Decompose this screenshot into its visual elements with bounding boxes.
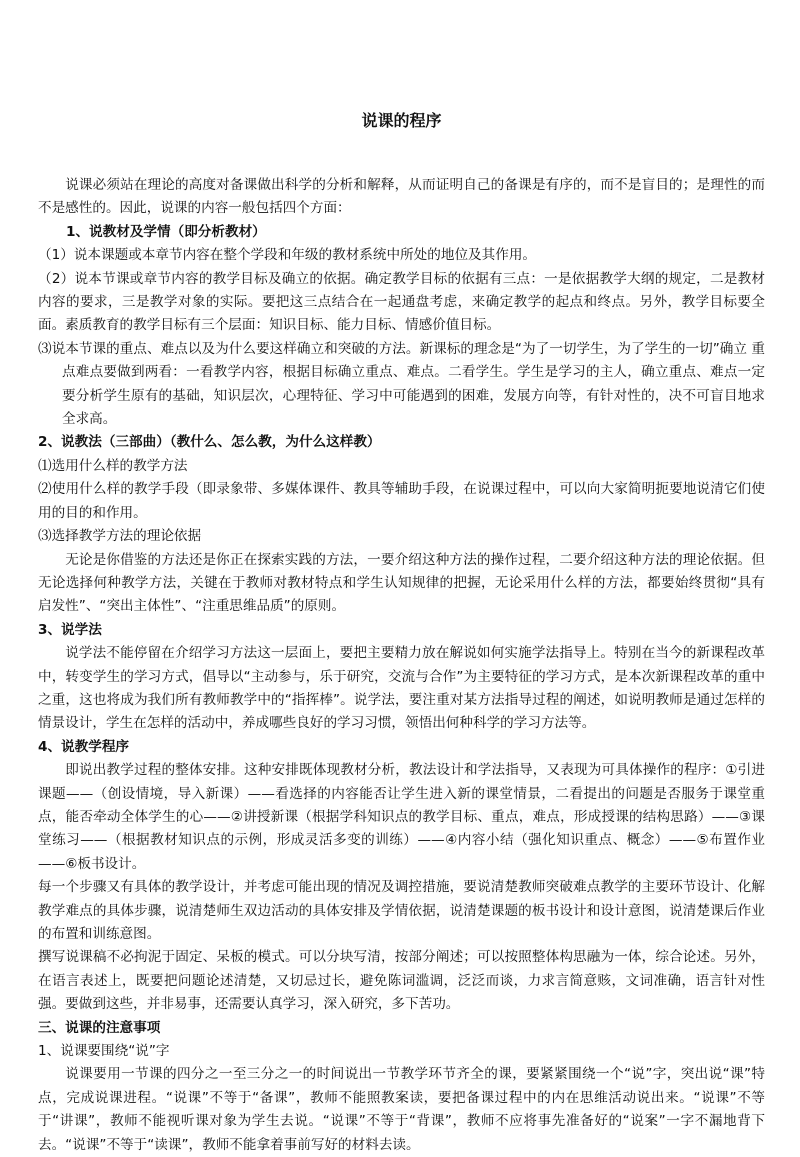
intro-paragraph: 说课必须站在理论的高度对备课做出科学的分析和解释，从而证明自己的备课是有序的，而不是盲目的；是理性的而不是感性的。因此，说课的内容一般包括四个方面： <box>38 177 765 217</box>
section-heading-3: 3、说学法 <box>38 621 102 638</box>
section-heading-1: 1、说教材及学情（即分析教材） <box>66 223 266 240</box>
list-item: ⑵使用什么样的教学手段（即录象带、多媒体课件、教具等辅助手段，在说课过程中，可以向大家简明扼要地说清它们使用的目的和作用。 <box>38 481 765 521</box>
section-heading-4: 4、说教学程序 <box>38 738 130 755</box>
list-item: （2）说本节课或章节内容的教学目标及确立的依据。确定教学目标的依据有三点：一是依据教学大纲的规定，二是教材内容的要求，三是教学对象的实际。要把这三点结合在一起通盘考虑，来确定教学的起点和终点。另外，教学目标要全面。素质教育的教学目标有三个层面：知识目标、能力目标、情感价值目标。 <box>38 270 765 334</box>
body-paragraph: 每一个步骤又有具体的教学设计，并考虑可能出现的情况及调控措施，要说清楚教师突破难点教学的主要环节设计、化解教学难点的具体步骤，说清楚师生双边活动的具体安排及学情依据，说清楚课题的板书设计和设计意图，说清楚课后作业的布置和训练意图。 <box>38 879 765 942</box>
body-paragraph: 说学法不能停留在介绍学习方法这一层面上，要把主要精力放在解说如何实施学法指导上。特别在当今的新课程改革中，转变学生的学习方式，倡导以“主动参与，乐于研究，交流与合作”为主要特征的学习方式，是本次新课程改革的重中之重，这也将成为我们所有教师教学中的“指挥棒”。说学法，要注重对某方法指导过程的阐述，如说明教师是通过怎样的情景设计，学生在怎样的活动中，养成哪些良好的学习习惯，领悟出何种科学的学习方法等。 <box>38 645 765 732</box>
body-paragraph: 无论是你借鉴的方法还是你正在探索实践的方法，一要介绍这种方法的操作过程，二要介绍这种方法的理论依据。但无论选择何种教学方法，关键在于教师对教材特点和学生认知规律的把握，无论采用什么样的方法，都要始终贯彻“具有启发性”、“突出主体性”、“注重思维品质”的原则。 <box>38 551 765 615</box>
section-heading-2: 2、说教法（三部曲）（教什么、怎么教，为什么这样教） <box>38 434 381 451</box>
list-item: ⑴选用什么样的教学方法 <box>38 457 188 474</box>
list-item: ⑶说本节课的重点、难点以及为什么要这样确立和突破的方法。新课标的理念是“为了一切学生，为了学生的一切”确立 重点难点要做到两看：一看教学内容，根据目标确立重点、难点。二看学生。学生是学习的主人，确立重点、难点一定要分析学生原有的基础，知识层次，心理特征、学习中可能遇到的困难，发展方向等，有针对性的，决不可盲目地求全求高。 <box>38 340 765 428</box>
document-body <box>38 174 765 1157</box>
document-title: 说课的程序 <box>361 111 442 130</box>
section-heading-5: 三、说课的注意事项 <box>38 1019 161 1036</box>
body-paragraph: 撰写说课稿不必拘泥于固定、呆板的模式。可以分块写清，按部分阐述；可以按照整体构思融为一体，综合论述。另外，在语言表述上，既要把问题论述清楚，又切忌过长，避免陈词滥调，泛泛而谈，力求言简意赅，文词准确，语言针对性强。要做到这些，并非易事，还需要认真学习，深入研究，多下苦功。 <box>38 949 765 1013</box>
body-paragraph: 说课要用一节课的四分之一至三分之一的时间说出一节教学环节齐全的课，要紧紧围绕一个“说”字，突出说“课”特点，完成说课进程。“说课”不等于“备课”，教师不能照教案读，要把备课过程中的内在思维活动说出来。“说课”不等于“讲课”，教师不能视听课对象为学生去说。“说课”不等于“背课”，教师不应将事先准备好的“说案”一字不漏地背下去。“说课”不等于“读课”，教师不能拿着事前写好的材料去读。 <box>38 1066 765 1153</box>
list-item: ⑶选择教学方法的理论依据 <box>38 528 202 545</box>
list-item: （1）说本课题或本章节内容在整个学段和年级的教材系统中所处的地位及其作用。 <box>38 247 537 264</box>
body-paragraph: 即说出教学过程的整体安排。这种安排既体现教材分析，教法设计和学法指导，又表现为可具体操作的程序：①引进课题——（创设情境，导入新课）——看选择的内容能否让学生进入新的课堂情景，二看提出的问题是否服务于课堂重点，能否牵动全体学生的心——②讲授新课（根据学科知识点的教学目标、重点，难点，形成授课的结构思路）——③课堂练习——（根据教材知识点的示例，形成灵活多变的训练）——④内容小结（强化知识重点、概念）——⑤布置作业——⑥板书设计。 <box>38 762 765 872</box>
list-item: 1、说课要围绕“说”字 <box>38 1043 170 1060</box>
